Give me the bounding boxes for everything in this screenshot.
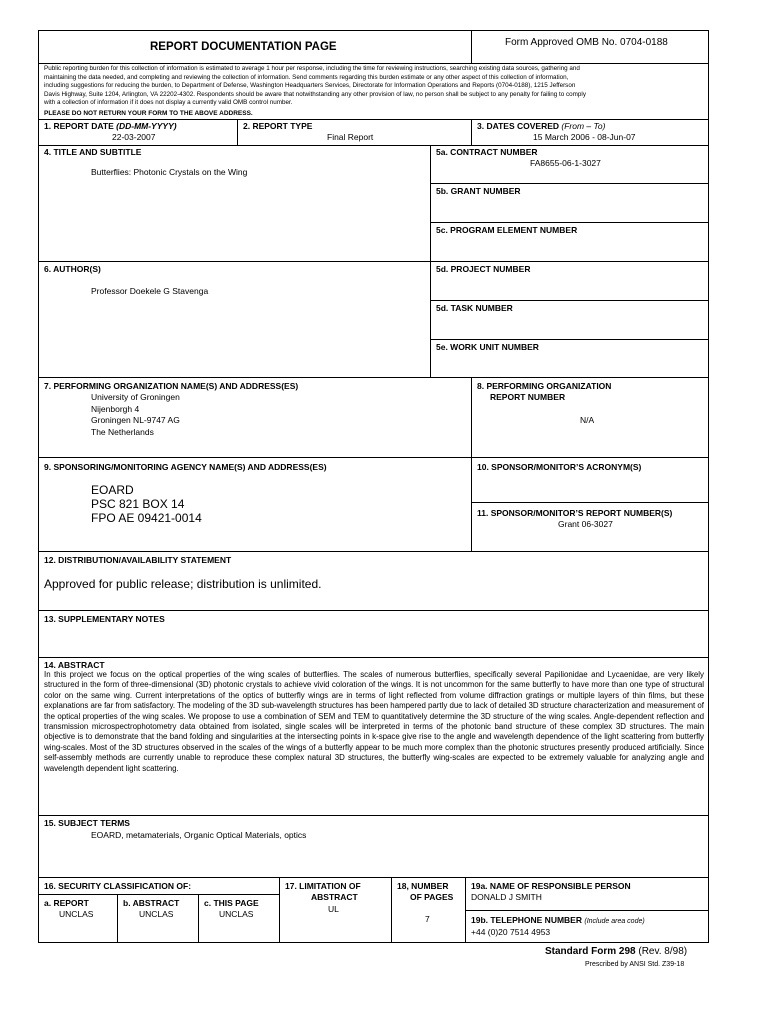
subject-terms-value: EOARD, metamaterials, Organic Optical Materials, optics xyxy=(91,830,307,840)
performing-org-label: 7. PERFORMING ORGANIZATION NAME(S) AND ADDRESS(ES) xyxy=(44,381,299,391)
security-report-label: a. REPORT xyxy=(44,898,89,908)
abstract-text: In this project we focus on the optical properties of the wing scales of butterflies. The scales of numerous butterflies, specifically several Papilionidae and Lycaenidae, are very likely structured in the form of three-dimensional (3D) photonic crystals to achieve vivid coloration of the wings. It is not uncommon for the same butterfly to have more than one type of structural color on the same wing. Current interpretations of the optics of butterfly wings are in terms of light reflected from volume diffraction gratings or multiple layers of thin films, but these explanations are far from satisfactory. The modeling of the 3D sub-wavelength structures has been hampered partly due to lack of detailed 3D structure characterization and measurement of the optical properties of the wing scales. We propose to use a combination of SEM and TEM to quantitatively determine the 3D structure of the wing scales. Angle-dependent reflection and transmission microspectrophotometry data obtained from isolated, single scales will be interpreted in terms of the photonic band structure of these complex 3D structures. The main objective is to demonstrate that the band folding and singularities at the intersecting points in k-space give rise to the angle and wavelength dependence of the light scattering from butterfly wing-scales. Most of the 3D structures observed in the scales of the wings of a butterfly appear to be much more complex than the photonic structures presently produced artificially. Since self-assembly methods are currently unable to reproduce these complex natural 3D structures, the butterfly wing-scales are expected to be extremely valuable for analyzing angle and wavelength dependent light scattering. xyxy=(44,670,704,773)
report-date-label: 1. REPORT DATE (DD-MM-YYYY) xyxy=(44,121,177,131)
limitation-value: UL xyxy=(328,904,339,914)
page-title: REPORT DOCUMENTATION PAGE xyxy=(150,41,337,53)
work-unit-label: 5e. WORK UNIT NUMBER xyxy=(436,342,539,352)
security-classification-label: 16. SECURITY CLASSIFICATION OF: xyxy=(44,881,192,891)
omb-number: Form Approved OMB No. 0704-0188 xyxy=(505,37,668,48)
sponsor-acronym-label: 10. SPONSOR/MONITOR’S ACRONYM(S) xyxy=(477,462,642,472)
sponsoring-agency-line: PSC 821 BOX 14 xyxy=(91,497,185,511)
burden-line: Davis Highway, Suite 1204, Arlington, VA 22202-4302. Respondents should be aware that notwithstanding any other provision of law, no person shall be subject to any penalty for failing to comply xyxy=(44,90,586,98)
security-page-label: c. THIS PAGE xyxy=(204,898,259,908)
prescribed-by: Prescribed by ANSI Std. Z39-18 xyxy=(585,961,685,968)
grant-number-label: 5b. GRANT NUMBER xyxy=(436,186,521,196)
pages-label: 18, NUMBER xyxy=(397,881,449,891)
telephone-label: 19b. TELEPHONE NUMBER (Include area code) xyxy=(471,915,645,925)
telephone-value: +44 (0)20 7514 4953 xyxy=(471,927,551,937)
report-type-value: Final Report xyxy=(327,132,374,142)
dates-covered-label: 3. DATES COVERED (From – To) xyxy=(477,121,606,131)
report-type-label: 2. REPORT TYPE xyxy=(243,121,313,131)
sponsoring-agency-line: EOARD xyxy=(91,483,134,497)
limitation-label-2: ABSTRACT xyxy=(311,892,358,902)
distribution-label: 12. DISTRIBUTION/AVAILABILITY STATEMENT xyxy=(44,555,232,565)
burden-line: maintaining the data needed, and completing and reviewing the collection of information. Send comments regarding this burden estimate or any other aspect of this collection of information, xyxy=(44,73,569,81)
burden-line: Public reporting burden for this collection of information is estimated to average 1 hour per response, including the time for reviewing instructions, searching existing data sources, gathering and xyxy=(44,65,580,72)
contract-number-value: FA8655-06-1-3027 xyxy=(530,158,601,168)
sponsor-report-value: Grant 06-3027 xyxy=(558,519,613,529)
authors-value: Professor Doekele G Stavenga xyxy=(91,286,209,296)
performing-org-line: Nijenborgh 4 xyxy=(91,404,140,414)
sponsor-report-label: 11. SPONSOR/MONITOR’S REPORT NUMBER(S) xyxy=(477,508,673,518)
performing-org-line: Groningen NL-9747 AG xyxy=(91,415,180,425)
security-report-value: UNCLAS xyxy=(59,909,94,919)
standard-form-label: Standard Form 298 (Rev. 8/98) xyxy=(545,946,688,957)
dates-covered-value: 15 March 2006 - 08-Jun-07 xyxy=(533,132,636,142)
supplementary-label: 13. SUPPLEMENTARY NOTES xyxy=(44,614,165,624)
title-subtitle-label: 4. TITLE AND SUBTITLE xyxy=(44,147,142,157)
project-number-label: 5d. PROJECT NUMBER xyxy=(436,264,531,274)
performing-org-line: The Netherlands xyxy=(91,427,154,437)
pages-value: 7 xyxy=(425,914,430,924)
performing-report-value: N/A xyxy=(580,415,595,425)
pages-label-2: OF PAGES xyxy=(410,892,454,902)
performing-report-label-2: REPORT NUMBER xyxy=(490,392,566,402)
report-date-value: 22-03-2007 xyxy=(112,132,156,142)
security-abstract-label: b. ABSTRACT xyxy=(123,898,180,908)
sponsoring-agency-label: 9. SPONSORING/MONITORING AGENCY NAME(S) AND ADDRESS(ES) xyxy=(44,462,327,472)
responsible-person-value: DONALD J SMITH xyxy=(471,892,542,902)
performing-org-line: University of Groningen xyxy=(91,392,180,402)
distribution-value: Approved for public release; distribution is unlimited. xyxy=(44,577,322,591)
security-page-value: UNCLAS xyxy=(219,909,254,919)
return-notice: PLEASE DO NOT RETURN YOUR FORM TO THE ABOVE ADDRESS. xyxy=(44,110,253,117)
burden-line: with a collection of information if it does not display a currently valid OMB control number. xyxy=(44,99,293,107)
burden-line: including suggestions for reducing the burden, to Department of Defense, Washington Headquarters Services, Directorate for Information Operations and Reports (0704-0188), 1215 Jefferson xyxy=(44,82,576,90)
security-abstract-value: UNCLAS xyxy=(139,909,174,919)
sponsoring-agency-line: FPO AE 09421-0014 xyxy=(91,511,202,525)
performing-report-label: 8. PERFORMING ORGANIZATION xyxy=(477,381,612,391)
program-element-label: 5c. PROGRAM ELEMENT NUMBER xyxy=(436,225,578,235)
task-number-label: 5d. TASK NUMBER xyxy=(436,303,513,313)
burden-statement xyxy=(44,65,706,108)
abstract-label: 14. ABSTRACT xyxy=(44,660,105,670)
contract-number-label: 5a. CONTRACT NUMBER xyxy=(436,147,538,157)
limitation-label: 17. LIMITATION OF xyxy=(285,881,361,891)
responsible-person-label: 19a. NAME OF RESPONSIBLE PERSON xyxy=(471,881,631,891)
title-subtitle-value: Butterflies: Photonic Crystals on the Wing xyxy=(91,167,248,177)
authors-label: 6. AUTHOR(S) xyxy=(44,264,101,274)
subject-terms-label: 15. SUBJECT TERMS xyxy=(44,818,130,828)
